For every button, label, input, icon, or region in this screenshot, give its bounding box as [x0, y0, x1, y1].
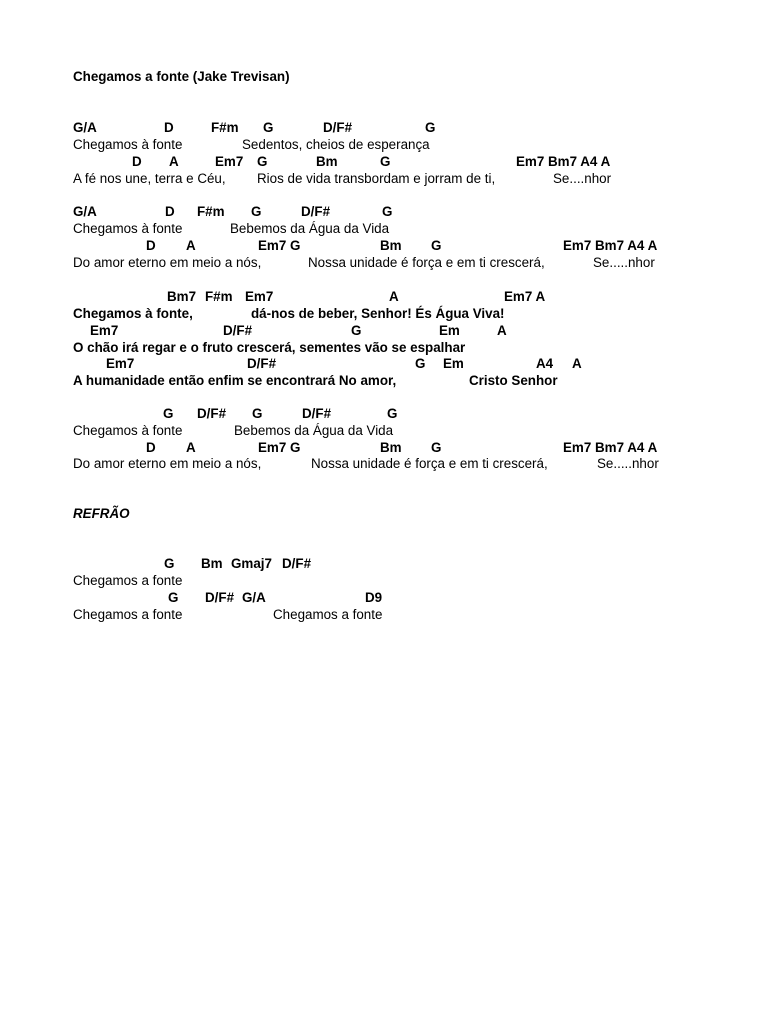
lyric: A humanidade então enfim se encontrará No amor, [73, 373, 397, 388]
chord: D [165, 204, 175, 219]
chord: D/F# [247, 356, 277, 371]
chord: F#m [205, 289, 233, 304]
lyric: Chegamos a fonte [73, 573, 183, 588]
chord: Bm7 [167, 289, 197, 304]
lyric: dá-nos de beber, Senhor! És Água Viva! [251, 306, 505, 321]
lyric: Do amor eterno em meio a nós, [73, 456, 262, 471]
chord: G [425, 120, 436, 135]
chord: D/F# [301, 204, 331, 219]
chord: Em [443, 356, 464, 371]
chord: F#m [197, 204, 225, 219]
chord: Em7 Bm7 A4 A [516, 154, 611, 169]
chord: A [169, 154, 179, 169]
chord: Bm [316, 154, 338, 169]
lyric: Chegamos à fonte [73, 221, 183, 236]
chord: Em7 [106, 356, 135, 371]
chord: F#m [211, 120, 239, 135]
lyric: Chegamos à fonte [73, 423, 183, 438]
chord: Em7 [90, 323, 119, 338]
lyric: Se....nhor [553, 171, 612, 186]
chord: Em [439, 323, 460, 338]
lyric: Se.....nhor [597, 456, 659, 471]
chord: D [132, 154, 142, 169]
chord: Em7 Bm7 A4 A [563, 238, 658, 253]
chord: D [164, 120, 174, 135]
chord: Em7 G [258, 440, 301, 455]
lyric: Bebemos da Água da Vida [234, 423, 394, 438]
chord: Em7 [215, 154, 244, 169]
chord: D/F# [197, 406, 227, 421]
chord: G [263, 120, 274, 135]
lyric: O chão irá regar e o fruto crescerá, sementes vão se espalhar [73, 340, 466, 355]
chord: G [251, 204, 262, 219]
chord: A [186, 440, 196, 455]
chord: Em7 [245, 289, 274, 304]
chord: Bm [380, 440, 402, 455]
lyric: Cristo Senhor [469, 373, 558, 388]
chord: D [146, 238, 156, 253]
lyric: Chegamos à fonte, [73, 306, 193, 321]
chord: A [497, 323, 507, 338]
chord: G/A [73, 204, 97, 219]
lyric: A fé nos une, terra e Céu, [73, 171, 226, 186]
chord: G [257, 154, 268, 169]
chord: G [431, 238, 442, 253]
chord: A4 [536, 356, 554, 371]
chord: D/F# [282, 556, 312, 571]
lyric: Chegamos a fonte [73, 607, 183, 622]
chord: G [431, 440, 442, 455]
chord: Em7 Bm7 A4 A [563, 440, 658, 455]
chord: A [389, 289, 399, 304]
chord: Bm [201, 556, 223, 571]
lyric: Do amor eterno em meio a nós, [73, 255, 262, 270]
chord: D [146, 440, 156, 455]
chord: D9 [365, 590, 383, 605]
chord: D/F# [205, 590, 235, 605]
chord: G [382, 204, 393, 219]
lyric: Se.....nhor [593, 255, 655, 270]
chord: G [168, 590, 179, 605]
title-text: Chegamos a fonte (Jake Trevisan) [73, 69, 290, 84]
chord: G [164, 556, 175, 571]
chord: D/F# [323, 120, 353, 135]
chord: Gmaj7 [231, 556, 272, 571]
chord: G [415, 356, 426, 371]
lyric: Chegamos a fonte [273, 607, 383, 622]
chord: G [380, 154, 391, 169]
chord: G [387, 406, 398, 421]
lyric: Rios de vida transbordam e jorram de ti, [257, 171, 496, 186]
chord: Em7 G [258, 238, 301, 253]
chord: Em7 A [504, 289, 546, 304]
chord: G/A [242, 590, 266, 605]
chord: A [572, 356, 582, 371]
chord: G [163, 406, 174, 421]
chord: G/A [73, 120, 97, 135]
lyric: Bebemos da Água da Vida [230, 221, 390, 236]
chord: Bm [380, 238, 402, 253]
chord: D/F# [302, 406, 332, 421]
chord: G [351, 323, 362, 338]
chord: A [186, 238, 196, 253]
lyric: Chegamos à fonte [73, 137, 183, 152]
lyric: Sedentos, cheios de esperança [242, 137, 430, 152]
chord: D/F# [223, 323, 253, 338]
lyric: Nossa unidade é força e em ti crescerá, [311, 456, 548, 471]
lyric: Nossa unidade é força e em ti crescerá, [308, 255, 545, 270]
refrao-text: REFRÃO [73, 506, 130, 521]
chord: G [252, 406, 263, 421]
